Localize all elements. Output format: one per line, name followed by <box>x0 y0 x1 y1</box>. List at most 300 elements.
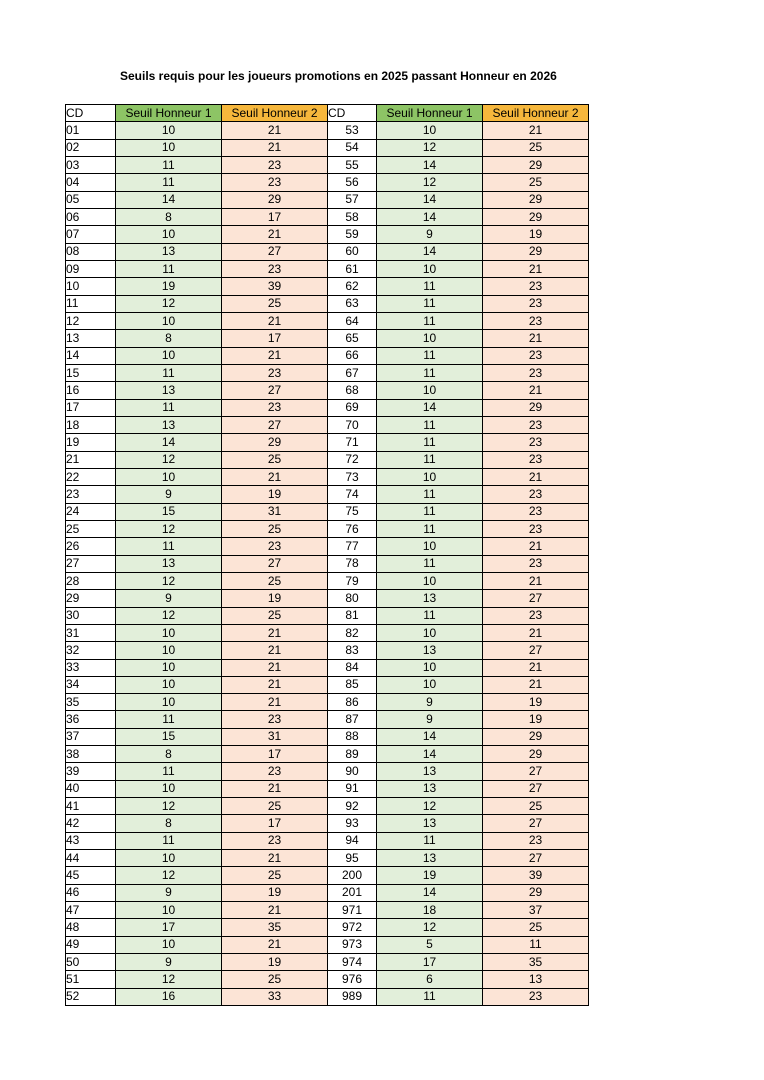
seuil1-left-cell: 10 <box>116 694 222 711</box>
table-row <box>66 867 589 884</box>
seuil1-right-cell: 12 <box>377 174 483 191</box>
seuil2-left-cell: 17 <box>222 815 328 832</box>
seuil2-left-cell: 21 <box>222 676 328 693</box>
seuil2-right-cell: 27 <box>483 815 589 832</box>
seuil1-right-cell: 11 <box>377 607 483 624</box>
table-row <box>66 780 589 797</box>
table-row <box>66 312 589 329</box>
seuil1-left-cell: 8 <box>116 746 222 763</box>
seuil2-right-cell: 29 <box>483 208 589 225</box>
seuil2-right-cell: 29 <box>483 884 589 901</box>
cd-left-cell: 50 <box>66 954 116 971</box>
cd-left-cell: 45 <box>66 867 116 884</box>
cd-left-cell: 23 <box>66 486 116 503</box>
seuil2-left-cell: 17 <box>222 208 328 225</box>
seuil1-left-cell: 8 <box>116 330 222 347</box>
seuil1-right-cell: 14 <box>377 399 483 416</box>
cd-right-cell: 971 <box>328 902 377 919</box>
cd-right-cell: 86 <box>328 694 377 711</box>
table-row <box>66 347 589 364</box>
seuil1-right-cell: 10 <box>377 468 483 485</box>
table-row <box>66 676 589 693</box>
table-row <box>66 954 589 971</box>
seuil1-right-cell: 11 <box>377 520 483 537</box>
seuil2-right-cell: 23 <box>483 832 589 849</box>
table-row <box>66 659 589 676</box>
seuil1-left-cell: 9 <box>116 486 222 503</box>
seuil2-left-cell: 39 <box>222 278 328 295</box>
seuil2-left-cell: 21 <box>222 624 328 641</box>
cd-right-cell: 974 <box>328 954 377 971</box>
seuil1-right-cell: 9 <box>377 226 483 243</box>
table-row <box>66 902 589 919</box>
cd-right-cell: 91 <box>328 780 377 797</box>
cd-left-cell: 01 <box>66 122 116 139</box>
seuil2-right-cell: 23 <box>483 520 589 537</box>
seuil1-left-cell: 12 <box>116 451 222 468</box>
cd-left-cell: 02 <box>66 139 116 156</box>
cd-right-cell: 74 <box>328 486 377 503</box>
seuil2-right-cell: 39 <box>483 867 589 884</box>
seuil1-right-cell: 5 <box>377 936 483 953</box>
seuil1-right-cell: 11 <box>377 364 483 381</box>
seuil2-right-cell: 23 <box>483 451 589 468</box>
cd-right-cell: 68 <box>328 382 377 399</box>
seuil2-left-cell: 23 <box>222 156 328 173</box>
seuil2-right-cell: 21 <box>483 382 589 399</box>
cd-left-cell: 40 <box>66 780 116 797</box>
seuil1-left-cell: 10 <box>116 850 222 867</box>
seuil2-left-cell: 21 <box>222 850 328 867</box>
seuil2-left-cell: 31 <box>222 503 328 520</box>
seuil2-left-cell: 21 <box>222 312 328 329</box>
cd-left-cell: 38 <box>66 746 116 763</box>
seuil1-left-cell: 10 <box>116 676 222 693</box>
table-row <box>66 711 589 728</box>
seuil1-left-cell: 11 <box>116 399 222 416</box>
seuil1-left-cell: 10 <box>116 226 222 243</box>
seuil2-left-cell: 33 <box>222 988 328 1005</box>
table-row <box>66 156 589 173</box>
cd-right-cell: 54 <box>328 139 377 156</box>
seuil1-left-cell: 12 <box>116 798 222 815</box>
seuil1-left-cell: 11 <box>116 763 222 780</box>
table-row <box>66 798 589 815</box>
seuil2-right-cell: 21 <box>483 122 589 139</box>
seuil1-left-cell: 12 <box>116 867 222 884</box>
cd-right-cell: 82 <box>328 624 377 641</box>
cd-left-cell: 44 <box>66 850 116 867</box>
cd-right-cell: 58 <box>328 208 377 225</box>
table-row <box>66 243 589 260</box>
seuil2-right-cell: 29 <box>483 746 589 763</box>
seuil2-right-cell: 23 <box>483 295 589 312</box>
table-body <box>66 122 589 1006</box>
seuil2-left-cell: 23 <box>222 260 328 277</box>
cd-left-cell: 28 <box>66 572 116 589</box>
cd-left-cell: 48 <box>66 919 116 936</box>
cd-left-cell: 27 <box>66 555 116 572</box>
seuil1-right-cell: 9 <box>377 711 483 728</box>
seuil1-left-cell: 13 <box>116 416 222 433</box>
seuil2-left-cell: 27 <box>222 243 328 260</box>
header-seuil2-left: Seuil Honneur 2 <box>222 105 328 122</box>
table-row <box>66 260 589 277</box>
seuil2-left-cell: 25 <box>222 572 328 589</box>
seuil1-right-cell: 14 <box>377 746 483 763</box>
table-row <box>66 364 589 381</box>
seuil2-right-cell: 25 <box>483 798 589 815</box>
cd-right-cell: 94 <box>328 832 377 849</box>
seuil1-right-cell: 19 <box>377 867 483 884</box>
seuil1-left-cell: 10 <box>116 139 222 156</box>
table-row <box>66 486 589 503</box>
cd-left-cell: 06 <box>66 208 116 225</box>
table-row <box>66 330 589 347</box>
seuil1-right-cell: 11 <box>377 295 483 312</box>
seuil1-left-cell: 12 <box>116 520 222 537</box>
cd-right-cell: 80 <box>328 590 377 607</box>
cd-right-cell: 61 <box>328 260 377 277</box>
seuil1-right-cell: 10 <box>377 624 483 641</box>
seuil2-left-cell: 17 <box>222 330 328 347</box>
seuil1-right-cell: 11 <box>377 503 483 520</box>
cd-right-cell: 973 <box>328 936 377 953</box>
cd-left-cell: 41 <box>66 798 116 815</box>
cd-left-cell: 47 <box>66 902 116 919</box>
seuil1-right-cell: 12 <box>377 798 483 815</box>
seuil2-right-cell: 27 <box>483 763 589 780</box>
seuil1-left-cell: 10 <box>116 780 222 797</box>
table-row <box>66 382 589 399</box>
seuil1-right-cell: 10 <box>377 538 483 555</box>
seuil1-left-cell: 11 <box>116 174 222 191</box>
table-row <box>66 590 589 607</box>
seuil2-right-cell: 11 <box>483 936 589 953</box>
seuil2-right-cell: 21 <box>483 330 589 347</box>
seuil2-right-cell: 27 <box>483 590 589 607</box>
seuil2-left-cell: 25 <box>222 798 328 815</box>
seuil1-left-cell: 10 <box>116 347 222 364</box>
seuil2-right-cell: 35 <box>483 954 589 971</box>
seuil2-left-cell: 19 <box>222 954 328 971</box>
seuil1-left-cell: 11 <box>116 538 222 555</box>
seuil1-right-cell: 13 <box>377 590 483 607</box>
cd-left-cell: 19 <box>66 434 116 451</box>
cd-right-cell: 89 <box>328 746 377 763</box>
table-row <box>66 191 589 208</box>
page-title: Seuils requis pour les joueurs promotions en 2025 passant Honneur en 2026 <box>120 69 557 83</box>
table-row <box>66 763 589 780</box>
seuil2-right-cell: 25 <box>483 139 589 156</box>
cd-right-cell: 200 <box>328 867 377 884</box>
seuil2-left-cell: 23 <box>222 763 328 780</box>
seuil1-right-cell: 17 <box>377 954 483 971</box>
header-seuil2-right: Seuil Honneur 2 <box>483 105 589 122</box>
cd-right-cell: 53 <box>328 122 377 139</box>
cd-right-cell: 78 <box>328 555 377 572</box>
cd-right-cell: 65 <box>328 330 377 347</box>
seuil2-right-cell: 27 <box>483 642 589 659</box>
cd-left-cell: 21 <box>66 451 116 468</box>
cd-left-cell: 18 <box>66 416 116 433</box>
cd-left-cell: 36 <box>66 711 116 728</box>
seuil1-left-cell: 8 <box>116 815 222 832</box>
seuil2-right-cell: 29 <box>483 191 589 208</box>
table-row <box>66 226 589 243</box>
cd-left-cell: 11 <box>66 295 116 312</box>
table-row <box>66 295 589 312</box>
seuil1-right-cell: 14 <box>377 191 483 208</box>
seuil2-left-cell: 21 <box>222 226 328 243</box>
cd-left-cell: 24 <box>66 503 116 520</box>
seuil2-left-cell: 21 <box>222 468 328 485</box>
cd-right-cell: 972 <box>328 919 377 936</box>
seuil2-left-cell: 21 <box>222 780 328 797</box>
seuil1-right-cell: 10 <box>377 659 483 676</box>
cd-right-cell: 76 <box>328 520 377 537</box>
seuil1-right-cell: 14 <box>377 884 483 901</box>
seuil2-left-cell: 27 <box>222 416 328 433</box>
seuil2-left-cell: 21 <box>222 659 328 676</box>
seuil2-right-cell: 25 <box>483 174 589 191</box>
cd-left-cell: 29 <box>66 590 116 607</box>
cd-right-cell: 73 <box>328 468 377 485</box>
seuil1-right-cell: 9 <box>377 694 483 711</box>
cd-right-cell: 201 <box>328 884 377 901</box>
cd-left-cell: 31 <box>66 624 116 641</box>
seuil2-left-cell: 25 <box>222 295 328 312</box>
cd-right-cell: 93 <box>328 815 377 832</box>
cd-left-cell: 46 <box>66 884 116 901</box>
cd-left-cell: 17 <box>66 399 116 416</box>
cd-right-cell: 87 <box>328 711 377 728</box>
seuil2-right-cell: 27 <box>483 850 589 867</box>
cd-left-cell: 52 <box>66 988 116 1005</box>
table-row <box>66 278 589 295</box>
cd-right-cell: 57 <box>328 191 377 208</box>
seuil2-right-cell: 21 <box>483 260 589 277</box>
seuil2-right-cell: 19 <box>483 226 589 243</box>
cd-left-cell: 30 <box>66 607 116 624</box>
seuil2-left-cell: 23 <box>222 399 328 416</box>
table-row <box>66 122 589 139</box>
table-row <box>66 728 589 745</box>
seuil2-left-cell: 21 <box>222 642 328 659</box>
seuil2-left-cell: 23 <box>222 364 328 381</box>
table-row <box>66 884 589 901</box>
table-row <box>66 468 589 485</box>
seuil1-right-cell: 10 <box>377 260 483 277</box>
cd-right-cell: 64 <box>328 312 377 329</box>
table-row <box>66 503 589 520</box>
seuil1-right-cell: 14 <box>377 243 483 260</box>
seuil2-right-cell: 29 <box>483 156 589 173</box>
cd-right-cell: 92 <box>328 798 377 815</box>
table-row <box>66 434 589 451</box>
seuil2-left-cell: 19 <box>222 884 328 901</box>
cd-right-cell: 63 <box>328 295 377 312</box>
seuil1-right-cell: 10 <box>377 382 483 399</box>
cd-left-cell: 42 <box>66 815 116 832</box>
table-row <box>66 936 589 953</box>
seuil2-left-cell: 23 <box>222 832 328 849</box>
seuil1-left-cell: 11 <box>116 260 222 277</box>
seuil1-right-cell: 11 <box>377 312 483 329</box>
cd-left-cell: 39 <box>66 763 116 780</box>
cd-left-cell: 07 <box>66 226 116 243</box>
cd-left-cell: 09 <box>66 260 116 277</box>
seuil1-right-cell: 10 <box>377 122 483 139</box>
cd-right-cell: 976 <box>328 971 377 988</box>
seuil2-left-cell: 29 <box>222 191 328 208</box>
cd-right-cell: 72 <box>328 451 377 468</box>
seuil1-right-cell: 14 <box>377 156 483 173</box>
seuil2-right-cell: 23 <box>483 278 589 295</box>
seuil1-left-cell: 10 <box>116 624 222 641</box>
seuil1-right-cell: 13 <box>377 780 483 797</box>
seuil1-right-cell: 13 <box>377 815 483 832</box>
seuil2-left-cell: 21 <box>222 902 328 919</box>
seuil1-left-cell: 10 <box>116 642 222 659</box>
table-row <box>66 520 589 537</box>
seuil2-right-cell: 23 <box>483 486 589 503</box>
cd-right-cell: 88 <box>328 728 377 745</box>
seuil2-right-cell: 21 <box>483 624 589 641</box>
seuil1-left-cell: 17 <box>116 919 222 936</box>
seuil2-right-cell: 29 <box>483 399 589 416</box>
table-row <box>66 850 589 867</box>
table-row <box>66 919 589 936</box>
cd-right-cell: 77 <box>328 538 377 555</box>
cd-left-cell: 34 <box>66 676 116 693</box>
seuil2-right-cell: 23 <box>483 416 589 433</box>
seuil1-left-cell: 10 <box>116 902 222 919</box>
table-row <box>66 451 589 468</box>
seuil1-right-cell: 11 <box>377 988 483 1005</box>
seuil1-left-cell: 11 <box>116 364 222 381</box>
seuil1-left-cell: 14 <box>116 191 222 208</box>
seuil1-left-cell: 9 <box>116 954 222 971</box>
seuil1-left-cell: 16 <box>116 988 222 1005</box>
seuil2-left-cell: 31 <box>222 728 328 745</box>
seuil2-left-cell: 21 <box>222 694 328 711</box>
seuil2-right-cell: 29 <box>483 243 589 260</box>
header-cd-left: CD <box>66 105 116 122</box>
seuil1-right-cell: 10 <box>377 676 483 693</box>
seuil1-left-cell: 8 <box>116 208 222 225</box>
cd-right-cell: 70 <box>328 416 377 433</box>
table-row <box>66 746 589 763</box>
seuil2-right-cell: 23 <box>483 555 589 572</box>
cd-left-cell: 37 <box>66 728 116 745</box>
seuil2-right-cell: 23 <box>483 347 589 364</box>
cd-left-cell: 22 <box>66 468 116 485</box>
cd-left-cell: 51 <box>66 971 116 988</box>
table-row <box>66 607 589 624</box>
cd-right-cell: 84 <box>328 659 377 676</box>
seuil2-left-cell: 17 <box>222 746 328 763</box>
cd-left-cell: 14 <box>66 347 116 364</box>
table-row <box>66 555 589 572</box>
seuil1-right-cell: 10 <box>377 330 483 347</box>
cd-left-cell: 04 <box>66 174 116 191</box>
seuil2-left-cell: 21 <box>222 936 328 953</box>
table-row <box>66 988 589 1005</box>
seuil1-left-cell: 15 <box>116 503 222 520</box>
cd-right-cell: 81 <box>328 607 377 624</box>
seuil2-left-cell: 21 <box>222 347 328 364</box>
seuil2-left-cell: 25 <box>222 867 328 884</box>
cd-right-cell: 56 <box>328 174 377 191</box>
seuil1-right-cell: 10 <box>377 572 483 589</box>
seuil2-right-cell: 23 <box>483 503 589 520</box>
cd-left-cell: 12 <box>66 312 116 329</box>
seuil2-left-cell: 25 <box>222 607 328 624</box>
header-seuil1-left: Seuil Honneur 1 <box>116 105 222 122</box>
seuil2-right-cell: 13 <box>483 971 589 988</box>
cd-left-cell: 25 <box>66 520 116 537</box>
cd-left-cell: 26 <box>66 538 116 555</box>
cd-right-cell: 55 <box>328 156 377 173</box>
seuil2-right-cell: 21 <box>483 572 589 589</box>
seuil1-right-cell: 13 <box>377 763 483 780</box>
seuil2-right-cell: 21 <box>483 659 589 676</box>
table-row <box>66 815 589 832</box>
seuil1-right-cell: 11 <box>377 486 483 503</box>
table-row <box>66 572 589 589</box>
seuil1-left-cell: 10 <box>116 468 222 485</box>
seuil1-left-cell: 12 <box>116 971 222 988</box>
thresholds-table <box>65 104 589 1006</box>
cd-right-cell: 69 <box>328 399 377 416</box>
seuil1-right-cell: 11 <box>377 555 483 572</box>
seuil1-left-cell: 12 <box>116 295 222 312</box>
cd-right-cell: 95 <box>328 850 377 867</box>
seuil1-right-cell: 11 <box>377 832 483 849</box>
cd-left-cell: 33 <box>66 659 116 676</box>
table-row <box>66 642 589 659</box>
cd-left-cell: 49 <box>66 936 116 953</box>
cd-right-cell: 989 <box>328 988 377 1005</box>
cd-right-cell: 67 <box>328 364 377 381</box>
cd-right-cell: 71 <box>328 434 377 451</box>
cd-right-cell: 90 <box>328 763 377 780</box>
seuil1-right-cell: 11 <box>377 416 483 433</box>
cd-left-cell: 03 <box>66 156 116 173</box>
seuil1-left-cell: 9 <box>116 590 222 607</box>
seuil2-left-cell: 21 <box>222 139 328 156</box>
cd-right-cell: 62 <box>328 278 377 295</box>
cd-left-cell: 05 <box>66 191 116 208</box>
seuil2-left-cell: 23 <box>222 174 328 191</box>
seuil2-left-cell: 25 <box>222 451 328 468</box>
seuil1-left-cell: 10 <box>116 936 222 953</box>
seuil2-right-cell: 23 <box>483 434 589 451</box>
table-row <box>66 416 589 433</box>
seuil2-right-cell: 29 <box>483 728 589 745</box>
seuil1-left-cell: 11 <box>116 832 222 849</box>
cd-left-cell: 43 <box>66 832 116 849</box>
seuil1-right-cell: 13 <box>377 850 483 867</box>
cd-right-cell: 83 <box>328 642 377 659</box>
table-row <box>66 174 589 191</box>
cd-right-cell: 66 <box>328 347 377 364</box>
seuil2-right-cell: 23 <box>483 312 589 329</box>
seuil1-right-cell: 14 <box>377 208 483 225</box>
seuil1-right-cell: 12 <box>377 919 483 936</box>
seuil1-left-cell: 13 <box>116 243 222 260</box>
